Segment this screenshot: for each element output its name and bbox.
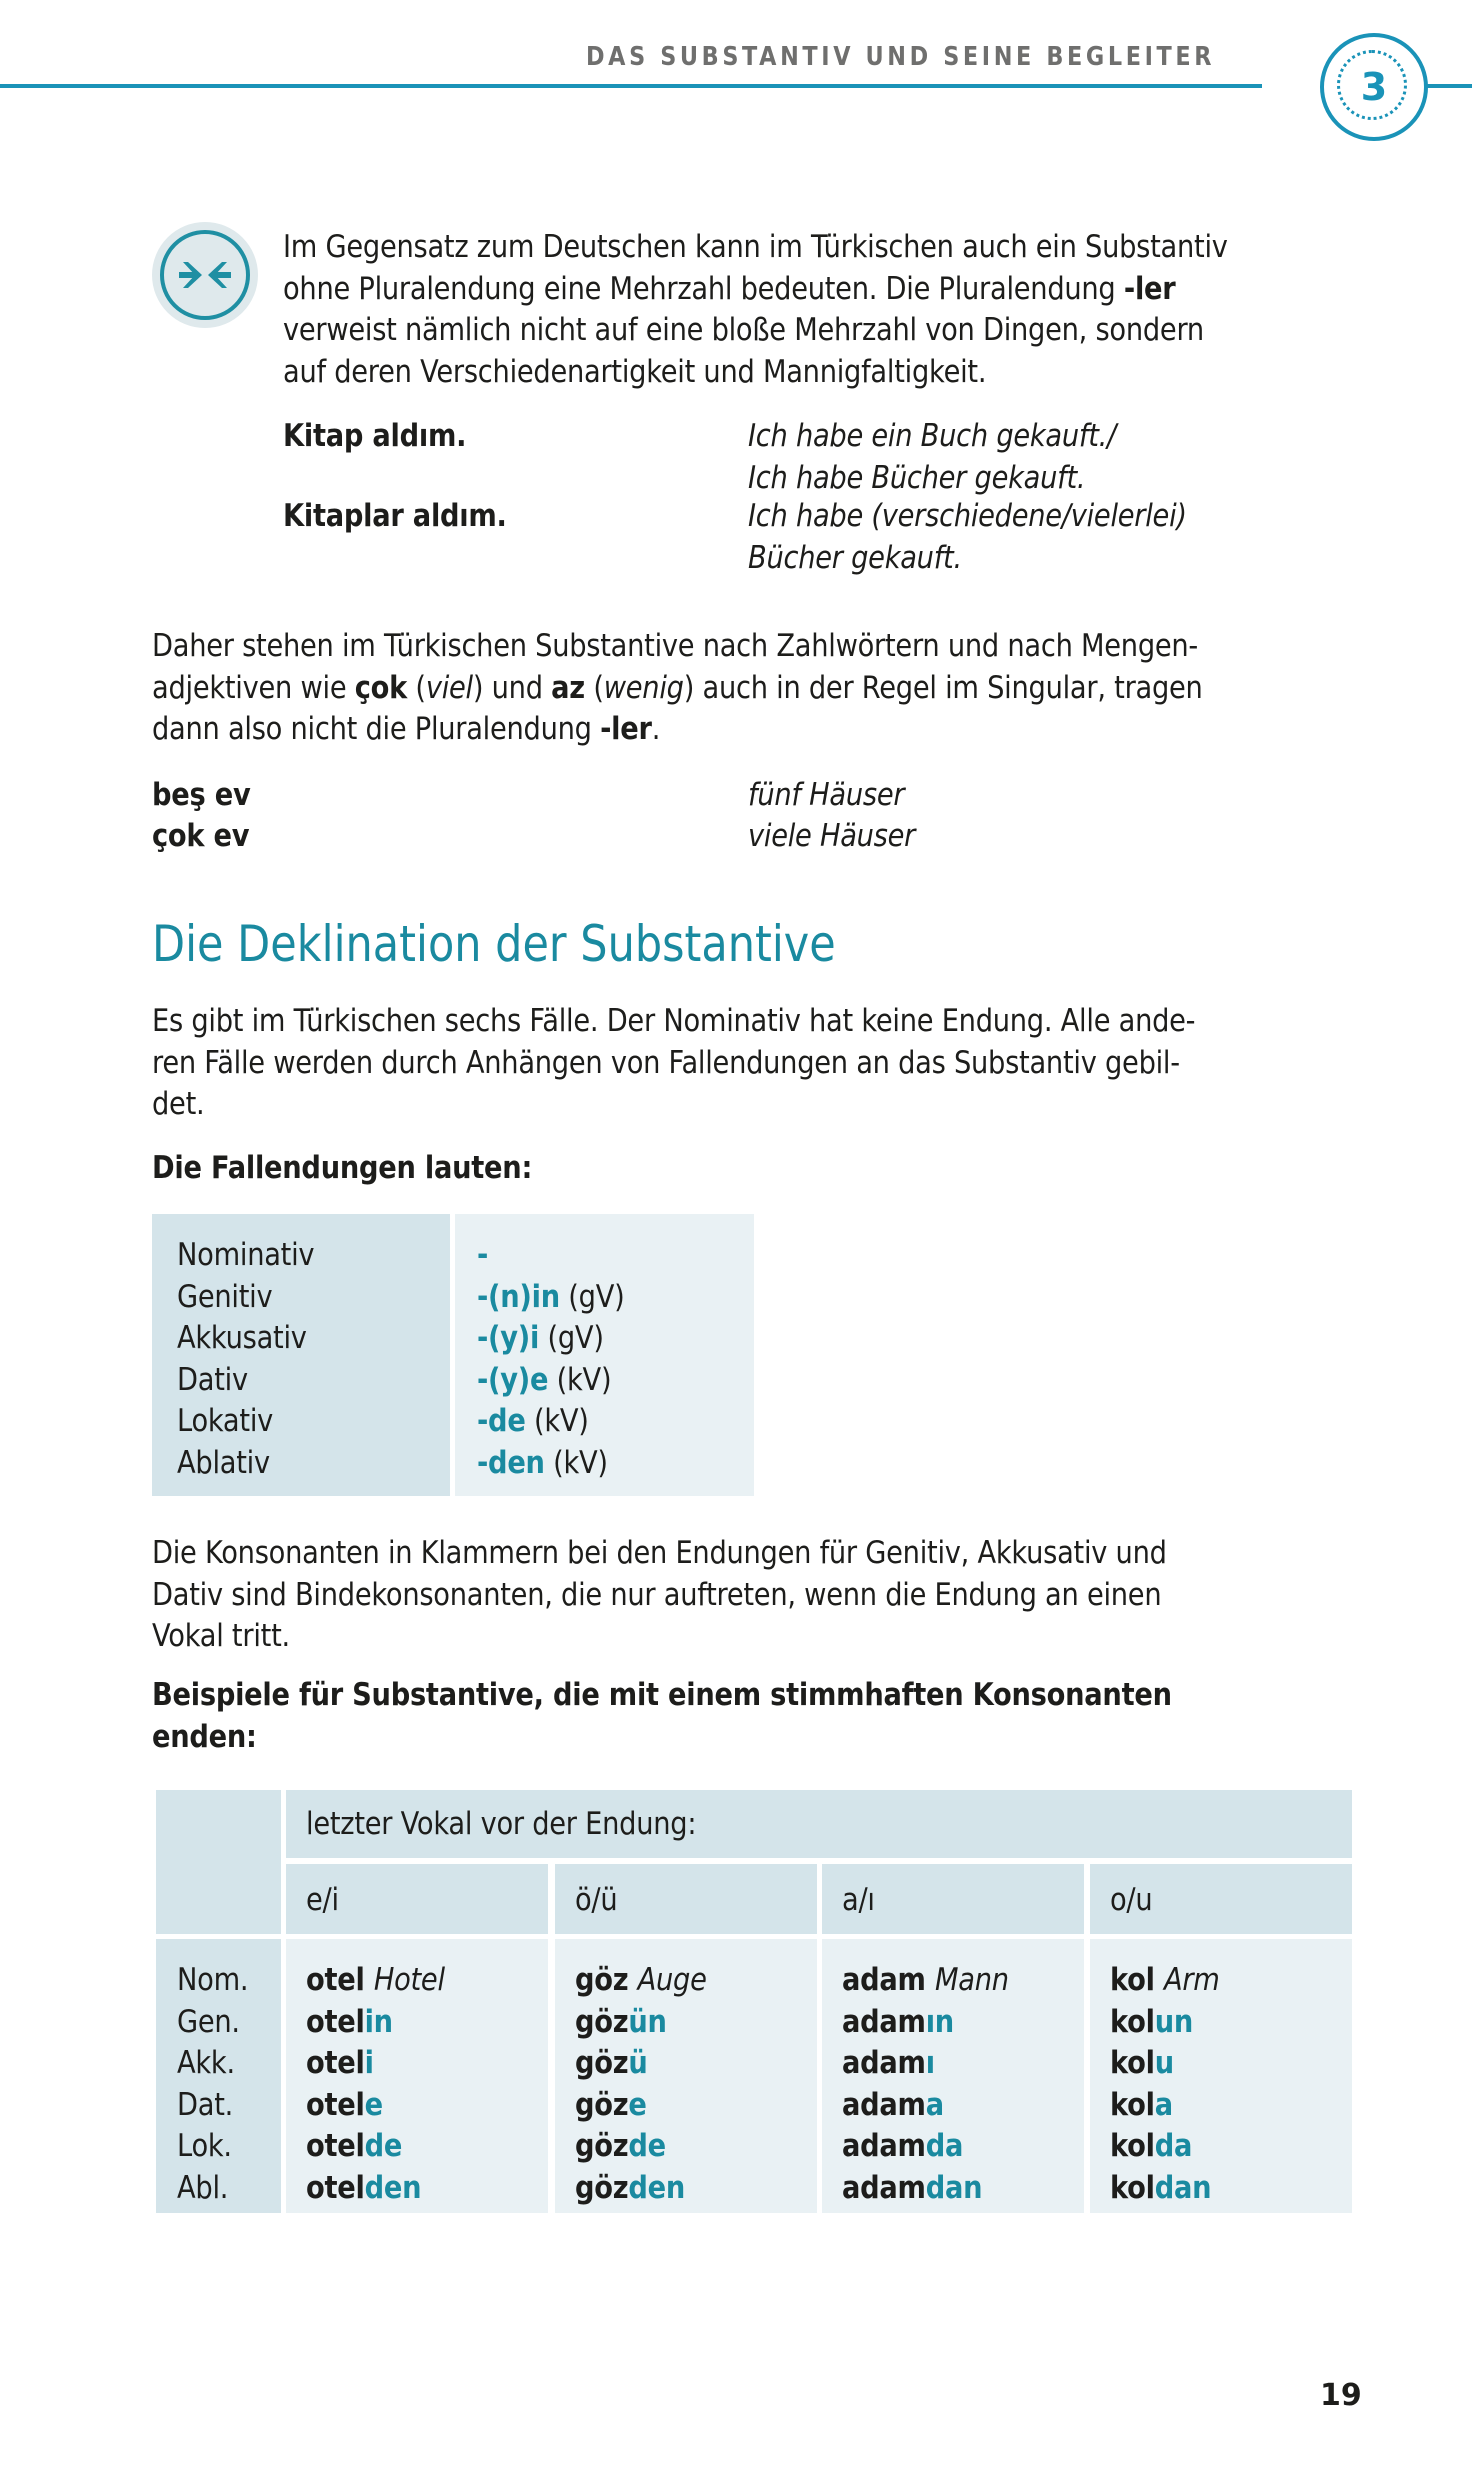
note-line: ohne Pluralendung eine Mehrzahl bedeuten. Die Pluralendung -ler xyxy=(283,270,1176,307)
forms-o-u: kol Arm kolun kolu kola kolda koldan xyxy=(1110,1962,1220,2206)
note-paragraph xyxy=(283,227,1228,393)
vowel-header-label: ö/ü xyxy=(575,1882,618,1918)
compare-arrows-icon xyxy=(152,222,258,328)
section-title: Die Deklination der Substantive xyxy=(152,915,836,973)
vowel-header-label: o/u xyxy=(1110,1882,1153,1918)
example-turkish: beş ev xyxy=(152,777,251,813)
note-line: auf deren Verschiedenartigkeit und Mannigfaltigkeit. xyxy=(283,353,987,390)
quantity-paragraph: Daher stehen im Türkischen Substantive nach Zahlwörtern und nach Mengen- adjektiven wie çok (viel) und az (wenig) auch in der Regel im Singular, tragen dann also nicht die Pluralendung -ler. xyxy=(152,628,1203,747)
binding-consonant-note: Die Konsonanten in Klammern bei den Endungen für Genitiv, Akkusativ und Dativ sind Bindekonsonanten, die nur auftreten, wenn die Endung an einen Vokal tritt. xyxy=(152,1535,1167,1654)
vowel-header-label: e/i xyxy=(306,1882,339,1918)
forms-e-i: otel Hotel otelin oteli otele otelde otelden xyxy=(306,1962,445,2206)
chapter-number: 3 xyxy=(1360,65,1388,109)
section-intro: Es gibt im Türkischen sechs Fälle. Der Nominativ hat keine Endung. Alle ande- ren Fälle werden durch Anhängen von Fallendungen an das Substantiv gebil- det. xyxy=(152,1003,1196,1122)
forms-a-i: adam Mann adamın adamı adama adamda adamdan xyxy=(842,1962,1009,2206)
example-turkish: çok ev xyxy=(152,818,250,854)
case-ending-list: - -(n)in (gV) -(y)i (gV) -(y)e (kV) -de (kV) -den (kV) xyxy=(477,1237,625,1481)
note-line: verweist nämlich nicht auf eine bloße Mehrzahl von Dingen, sondern xyxy=(283,312,1204,348)
page-number: 19 xyxy=(1320,2378,1362,2413)
example-turkish: Kitaplar aldım. xyxy=(283,498,507,534)
example-german: fünf Häuser xyxy=(748,777,905,813)
example-german: viele Häuser xyxy=(748,818,916,854)
example-german: Ich habe ein Buch gekauft./ Ich habe Bücher gekauft. xyxy=(748,418,1117,496)
header-rule-right xyxy=(1427,84,1472,88)
endings-heading: Die Fallendungen lauten: xyxy=(152,1150,533,1186)
case-abbreviations: Nom. Gen. Akk. Dat. Lok. Abl. xyxy=(177,1962,249,2206)
header-rule-left xyxy=(0,84,1262,88)
running-title: DAS SUBSTANTIV UND SEINE BEGLEITER xyxy=(586,42,1216,72)
examples-heading: Beispiele für Substantive, die mit einem stimmhaften Konsonanten enden: xyxy=(152,1677,1172,1755)
note-line: Im Gegensatz zum Deutschen kann im Türkischen auch ein Substantiv xyxy=(283,229,1228,265)
case-name-list: Nominativ Genitiv Akkusativ Dativ Lokativ Ablativ xyxy=(177,1237,315,1481)
group-header-label: letzter Vokal vor der Endung: xyxy=(306,1806,697,1842)
table-corner xyxy=(156,1790,281,1934)
chapter-badge xyxy=(1320,33,1428,141)
forms-oe-ue: göz Auge gözün gözü göze gözde gözden xyxy=(575,1962,707,2206)
example-turkish: Kitap aldım. xyxy=(283,418,467,454)
vowel-header-label: a/ı xyxy=(842,1882,875,1918)
example-german: Ich habe (verschiedene/vielerlei) Bücher gekauft. xyxy=(748,498,1187,576)
